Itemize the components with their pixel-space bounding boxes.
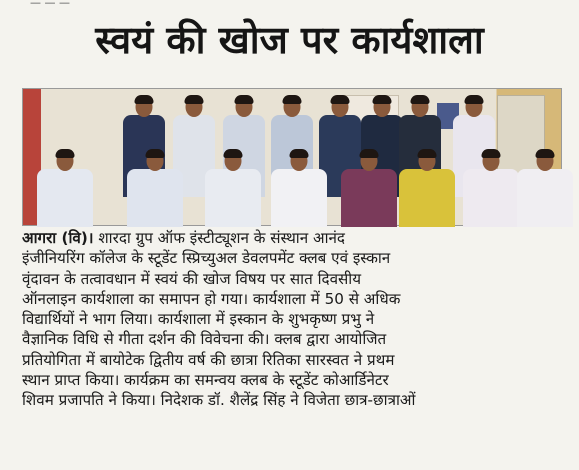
photo-person-11 bbox=[205, 151, 261, 227]
top-fragment: — — — bbox=[30, 0, 70, 9]
photo-person-15 bbox=[463, 151, 519, 227]
body-line-2: इंजीनियरिंग कॉलेज के स्टूडेंट स्प्रिच्युअल डेवलपमेंट क्लब एवं इस्कान bbox=[22, 249, 391, 268]
body-line-6: वैज्ञानिक विधि से गीता दर्शन की विवेचना की। क्लब द्वारा आयोजित bbox=[22, 330, 387, 349]
body-line-9: शिवम प्रजापति ने किया। निदेशक डॉ. शैलेंद्र सिंह ने विजेता छात्र-छात्राओं bbox=[22, 391, 416, 410]
article-body bbox=[22, 228, 562, 411]
body-line-3: वृंदावन के तत्वावधान में स्वयं की खोज विषय पर सात दिवसीय bbox=[22, 269, 362, 288]
article-headline: स्वयं की खोज पर कार्यशाला bbox=[95, 18, 484, 62]
photo-person-13 bbox=[341, 151, 397, 227]
body-line-5: विद्यार्थियों ने भाग लिया। कार्यशाला में इस्कान के शुभकृष्ण प्रभु ने bbox=[22, 310, 375, 329]
body-line-1 bbox=[22, 228, 562, 248]
photo-person-12 bbox=[271, 151, 327, 227]
photo-person-14 bbox=[399, 151, 455, 227]
dateline: आगरा (वि)। bbox=[22, 229, 94, 247]
body-line-4: ऑनलाइन कार्यशाला का समापन हो गया। कार्यशाला में 50 से अधिक bbox=[22, 289, 401, 308]
body-line-1-text: शारदा ग्रुप ऑफ इंस्टीट्यूशन के संस्थान आनंद bbox=[93, 229, 345, 247]
article-photo bbox=[22, 88, 562, 226]
photo-person-16 bbox=[517, 151, 573, 227]
body-line-7: प्रतियोगिता में बायोटेक द्वितीय वर्ष की छात्रा रितिका सारस्वत ने प्रथम bbox=[22, 350, 395, 369]
body-line-8: स्थान प्राप्त किया। कार्यक्रम का समन्वय क्लब के स्टूडेंट कोआर्डिनेटर bbox=[22, 371, 389, 390]
photo-person-9 bbox=[37, 151, 93, 227]
photo-person-10 bbox=[127, 151, 183, 227]
top-cut-text bbox=[0, 0, 579, 9]
